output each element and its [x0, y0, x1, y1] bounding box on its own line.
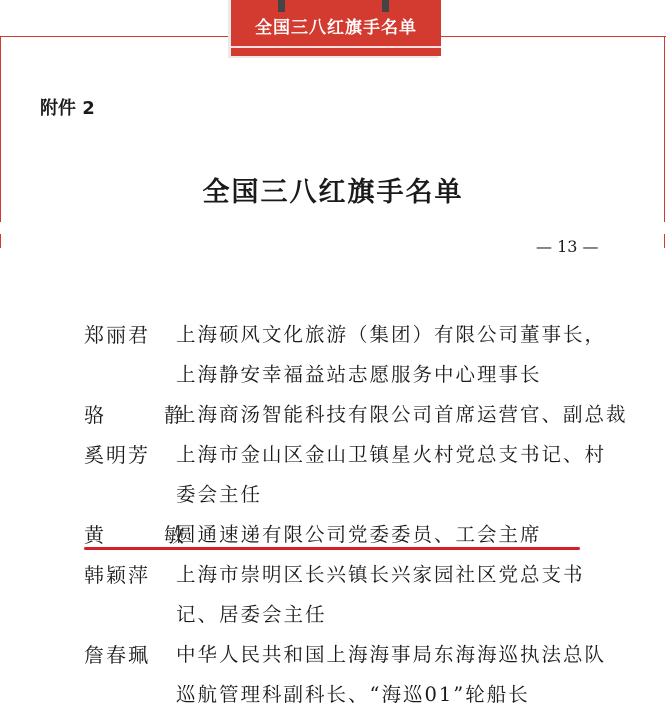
entry-title-line: 上海市崇明区长兴镇长兴家园社区党总支书 — [176, 563, 585, 586]
entry-title-line: 上海静安幸福益站志愿服务中心理事长 — [176, 363, 542, 386]
entry-title-line: 委会主任 — [176, 483, 263, 506]
entry-title-line: 上海硕风文化旅游（集团）有限公司董事长， — [176, 323, 607, 346]
entry-name-highlighted: 黄 敏 — [84, 523, 204, 547]
document-title: 全国三八红旗手名单 — [202, 177, 464, 208]
entry-title-line: 上海商汤智能科技有限公司首席运营官、副总裁 — [176, 403, 628, 426]
attachment-label: 附件 2 — [40, 98, 95, 119]
entry-title-line: 中华人民共和国上海海事局东海海巡执法总队 — [176, 643, 607, 666]
banner-hook-right — [382, 0, 389, 12]
page-frame-right-tick — [664, 234, 665, 248]
entry-title-line: 上海市金山区金山卫镇星火村党总支书记、村 — [176, 443, 607, 466]
header-banner: 全国三八红旗手名单 — [231, 0, 441, 56]
banner-hook-left — [278, 0, 285, 12]
entry-title-line: 巡航管理科副科长、“海巡01”轮船长 — [176, 683, 530, 706]
entry-name: 韩颖萍 — [84, 563, 150, 587]
entry-name: 郑丽君 — [84, 323, 150, 347]
entry-name: 奚明芳 — [84, 443, 150, 467]
entry-title-line: 记、居委会主任 — [176, 603, 327, 626]
red-highlight-underline — [84, 547, 580, 550]
entry-title-line-highlighted: 圆通速递有限公司党委委员、工会主席 — [176, 523, 542, 546]
page-frame-left-tick — [0, 234, 1, 248]
entry-name: 骆 静 — [84, 403, 204, 427]
entry-name: 詹春珮 — [84, 643, 150, 667]
page-number: — 13 — — [536, 237, 599, 256]
